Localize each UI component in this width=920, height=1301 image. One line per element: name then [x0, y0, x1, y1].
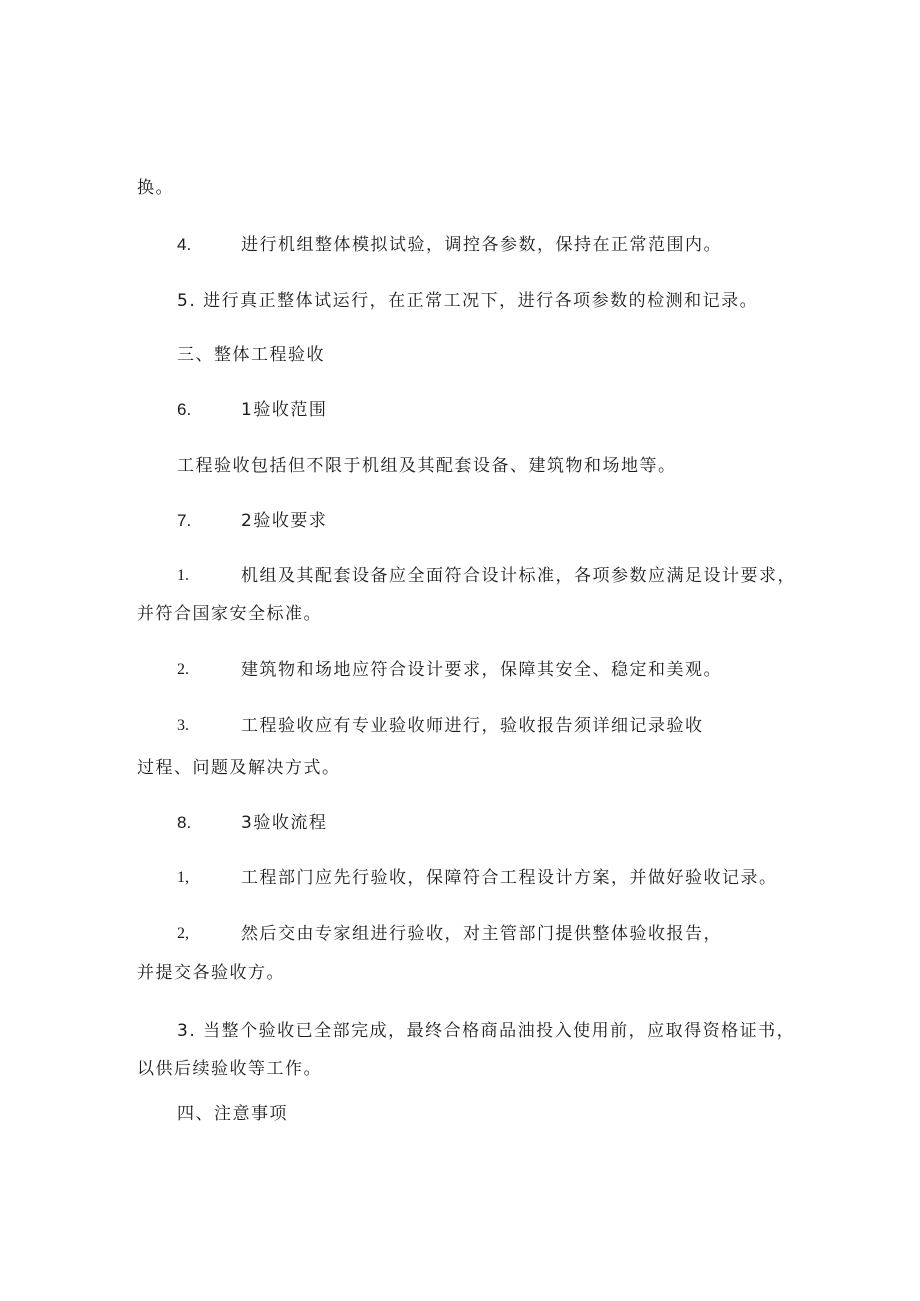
text-line: 建筑物和场地应符合设计要求，保障其安全、稳定和美观。: [241, 660, 722, 680]
list-number: 7.: [177, 511, 192, 530]
text-line: 换。: [137, 178, 174, 198]
text-line: 然后交由专家组进行验收，对主管部门提供整体验收报告，: [241, 924, 722, 944]
subsection-heading: 2验收要求: [241, 511, 328, 531]
list-number: 4.: [177, 235, 192, 254]
list-number: 3.: [177, 717, 189, 734]
text-line: 工程部门应先行验收，保障符合工程设计方案，并做好验收记录。: [241, 868, 778, 888]
text-line: 机组及其配套设备应全面符合设计标准，各项参数应满足设计要求，: [241, 566, 796, 586]
subsection-heading: 1验收范围: [241, 400, 328, 420]
text-line: 3. 当整个验收已全部完成，最终合格商品油投入使用前，应取得资格证书，: [177, 1021, 796, 1041]
text-line: 工程验收应有专业验收师进行，验收报告须详细记录验收: [241, 716, 704, 736]
list-number: 1,: [177, 869, 189, 886]
list-number: 8.: [177, 813, 192, 832]
text-line: 进行机组整体模拟试验，调控各参数，保持在正常范围内。: [241, 235, 722, 255]
text-line: 工程验收包括但不限于机组及其配套设备、建筑物和场地等。: [177, 456, 677, 476]
list-number: 1.: [177, 567, 189, 584]
list-number: 2.: [177, 661, 189, 678]
text-line: 5. 进行真正整体试运行，在正常工况下，进行各项参数的检测和记录。: [177, 291, 759, 311]
text-line: 并提交各验收方。: [137, 963, 285, 983]
list-number: 2,: [177, 925, 189, 942]
subsection-heading: 3验收流程: [241, 813, 328, 833]
section-heading: 三、整体工程验收: [177, 345, 325, 365]
text-line: 以供后续验收等工作。: [137, 1059, 322, 1079]
text-line: 过程、问题及解决方式。: [137, 758, 341, 778]
section-heading: 四、注意事项: [177, 1104, 288, 1124]
list-number: 6.: [177, 400, 192, 419]
text-line: 并符合国家安全标准。: [137, 604, 322, 624]
